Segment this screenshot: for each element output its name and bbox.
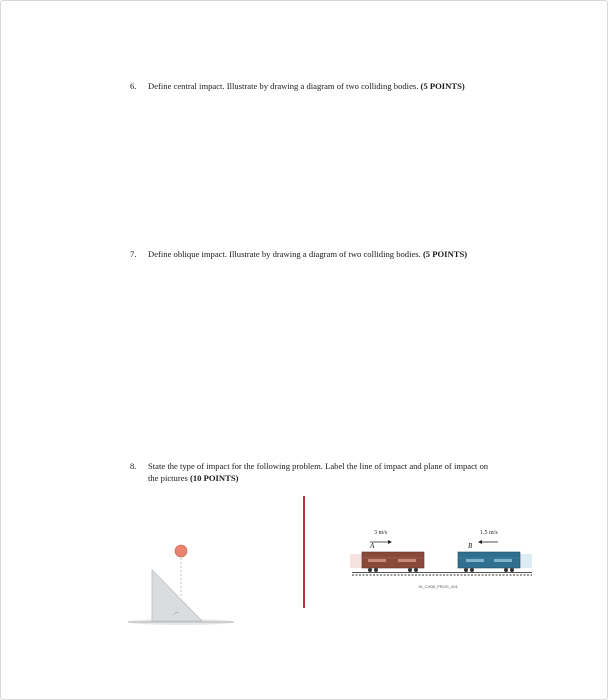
- wheel: [464, 568, 468, 572]
- figure-divider: [303, 496, 305, 608]
- car-a-panel: [368, 559, 386, 562]
- wheel: [374, 568, 378, 572]
- question-7: [130, 248, 540, 260]
- question-number: 8.: [130, 461, 137, 471]
- question-6: [130, 80, 540, 92]
- car-b-arrowhead: [478, 540, 482, 544]
- incline-wedge: [152, 570, 202, 621]
- car-a-speed: 3 m/s: [374, 530, 388, 536]
- wheel: [414, 568, 418, 572]
- ball: [175, 545, 187, 557]
- car-b-panel: [494, 559, 512, 562]
- car-a-arrowhead: [388, 540, 392, 544]
- wheel: [408, 568, 412, 572]
- car-b-label: B: [468, 542, 473, 550]
- wheel: [470, 568, 474, 572]
- question-points: (5 POINTS): [422, 249, 468, 259]
- car-b-speed: 1.5 m/s: [480, 530, 498, 536]
- question-points: (10 POINTS): [190, 473, 239, 483]
- rail-cars-drawing: [348, 528, 536, 592]
- wheel: [368, 568, 372, 572]
- question-8: [130, 460, 540, 484]
- question-number: 7.: [130, 249, 137, 259]
- question-text: Define central impact. Illustrate by drawing a diagram of two colliding bodies.: [148, 81, 419, 91]
- question-text: Define oblique impact. Illustrate by drawing a diagram of two colliding bodies.: [148, 249, 421, 259]
- wheel: [510, 568, 514, 572]
- incline-ball-figure: [126, 538, 236, 628]
- question-number: 6.: [130, 81, 137, 91]
- figure-caption: 15_CH08_PROG_001: [418, 584, 458, 589]
- question-text: State the type of impact for the following problem. Label the line of impact and plane of impact on: [148, 461, 489, 471]
- rail-cars-figure: [348, 528, 536, 592]
- question-points: (5 POINTS): [420, 81, 465, 91]
- question-text-line2: the pictures: [148, 473, 188, 483]
- wheel: [504, 568, 508, 572]
- car-a-panel: [398, 559, 416, 562]
- question-text-continued: [130, 472, 540, 484]
- car-a-label: A: [370, 542, 375, 550]
- car-b-panel: [466, 559, 484, 562]
